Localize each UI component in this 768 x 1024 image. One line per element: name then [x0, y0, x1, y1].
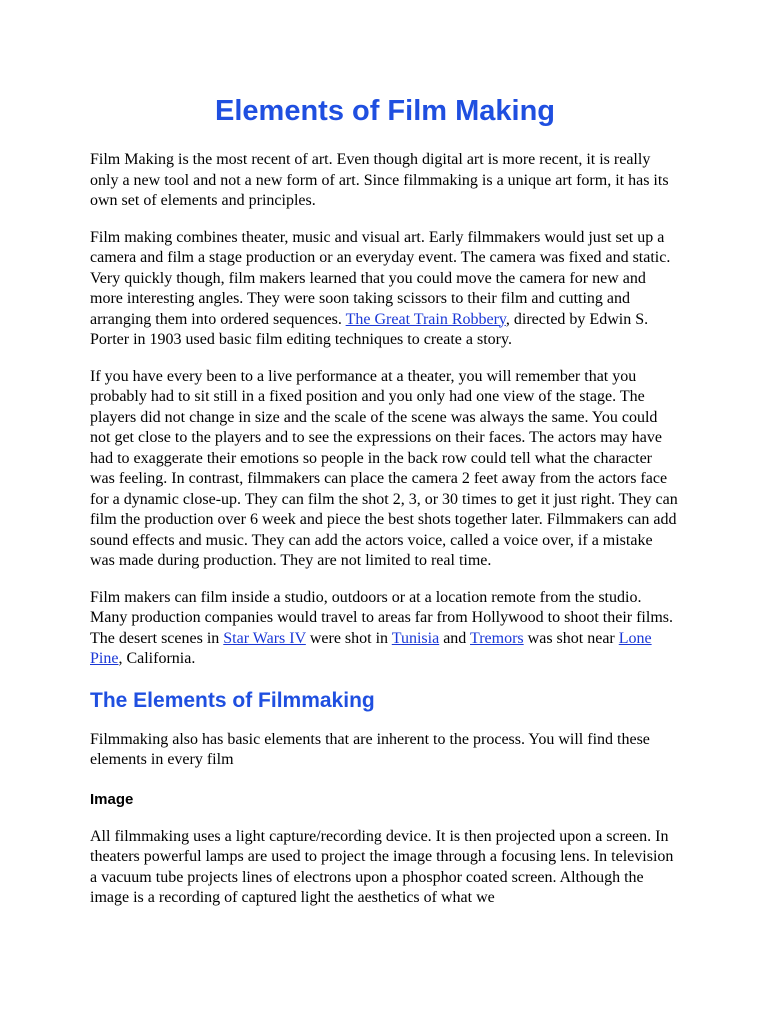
paragraph-intro: Film Making is the most recent of art. Even though digital art is more recent, it is really only a new tool and not a new form of art. Since filmmaking is a unique art form, it has its own set of elements and principles. [90, 151, 669, 209]
paragraph-locations-text-4: was shot near [523, 629, 619, 647]
document-page [90, 88, 680, 925]
document-title: Elements of Film Making [215, 95, 555, 127]
section-intro: Filmmaking also has basic elements that are inherent to the process. You will find these elements in every film [90, 730, 650, 768]
paragraph-locations-text-1: Film makers can film inside a studio, outdoors or at a location remote from the studio. Many production companies would travel to areas far from Hollywood to shoot their films. The desert scenes in [90, 588, 673, 647]
link-tunisia[interactable]: Tunisia [391, 629, 440, 647]
link-great-train-robbery[interactable]: The Great Train Robbery [345, 310, 506, 328]
paragraph-locations-text-2: were shot in [305, 629, 392, 647]
paragraph-history-text-2: , directed by Edwin S. Porter in 1903 used basic film editing techniques to create a story. [90, 310, 649, 348]
paragraph-locations-text-5: , California. [118, 650, 196, 667]
paragraph-theater-comparison: If you have every been to a live performance at a theater, you will remember that you probably had to sit still in a fixed position and you only had one view of the stage. The players did not change in size and the scale of the scene was always the same. You could not get close to the players and to see the expressions on their faces. The actors may have had to exaggerate their emotions so people in the back row could tell what the character was feeling. In contrast, filmmakers can place the camera 2 feet away from the actors face for a dynamic close-up. They can film the shot 2, 3, or 30 times to get it just right. They can film the production over 6 week and piece the best shots together later. Filmmakers can add sound effects and music. They can add the actors voice, called a voice over, if a mistake was made during production. They are not limited to real time. [90, 367, 678, 569]
paragraph-locations [90, 588, 680, 670]
image-subheading: Image [90, 790, 134, 808]
paragraph-history-text-1: Film making combines theater, music and visual art. Early filmmakers would just set up a camera and film a stage production or an everyday event. The camera was fixed and static. Very quickly though, film makers learned that you could move the camera for new and more interesting angles. They were soon taking scissors to their film and cutting and arranging them into ordered sequences. [90, 228, 671, 328]
section-heading: The Elements of Filmmaking [90, 688, 375, 712]
link-lone-pine[interactable]: Lone Pine [90, 629, 652, 667]
link-star-wars-iv[interactable]: Star Wars IV [223, 629, 306, 647]
link-tremors[interactable]: Tremors [470, 629, 524, 647]
paragraph-history [90, 228, 680, 351]
paragraph-locations-text-3: and [439, 629, 471, 647]
image-paragraph: All filmmaking uses a light capture/recording device. It is then projected upon a screen. In theaters powerful lamps are used to project the image through a focusing lens. In television a vacuum tube projects lines of electrons upon a phosphor coated screen. Although the image is a recording of captured light the aesthetics of what we [90, 827, 674, 906]
